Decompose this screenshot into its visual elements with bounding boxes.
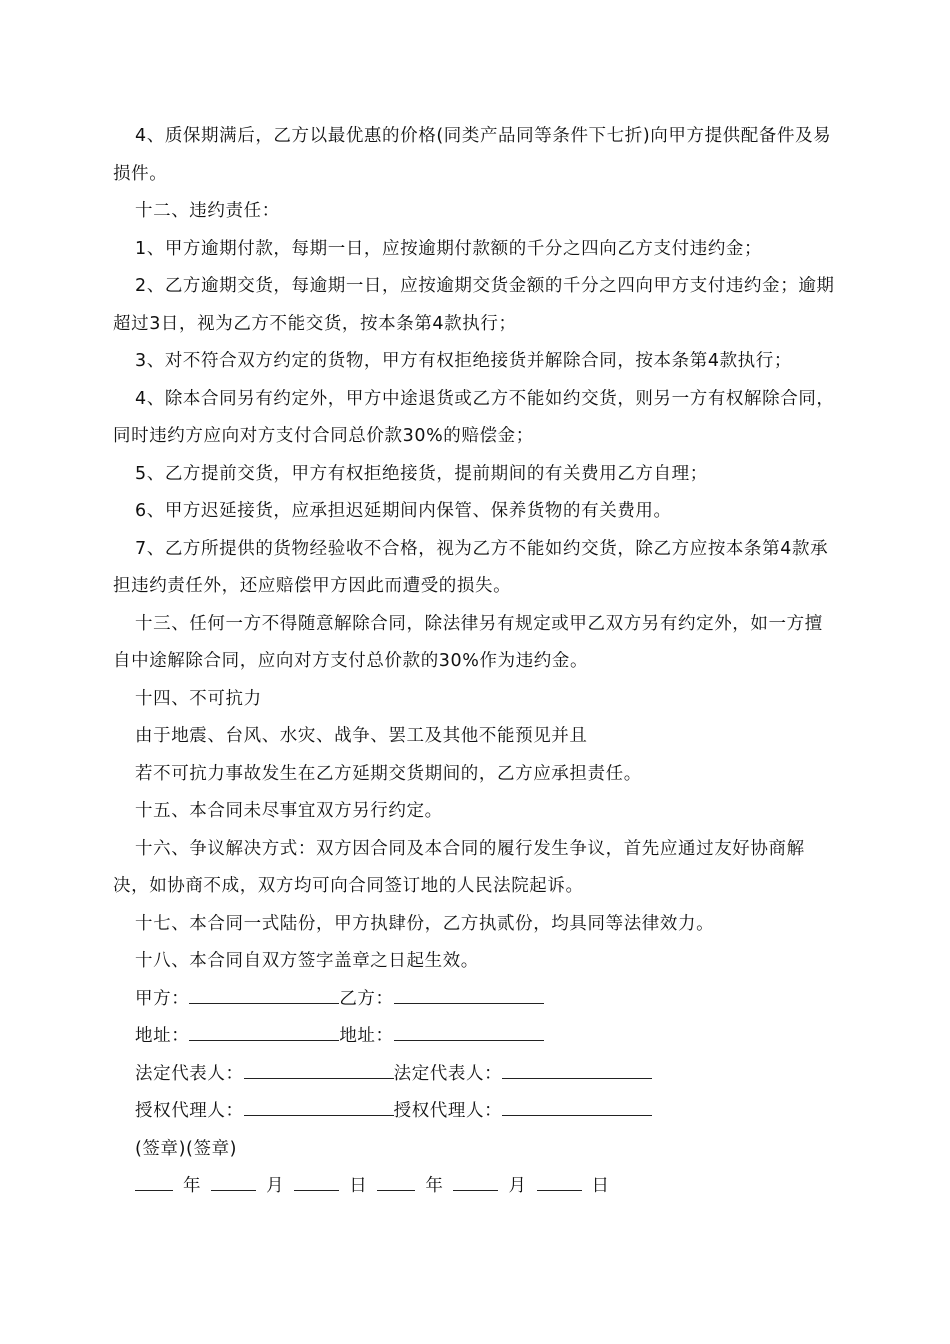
day-a-label: 日 <box>349 1176 368 1196</box>
clause-paragraph: 4、除本合同另有约定外，甲方中途退货或乙方不能如约交货，则另一方有权解除合同，同时违约方应向对方支付合同总价款30%的赔偿金； <box>113 388 835 446</box>
address-line <box>113 1018 837 1056</box>
contract-body <box>113 118 837 1206</box>
section-paragraph: 十六、争议解决方式：双方因合同及本合同的履行发生争议，首先应通过友好协商解决，如协商不成，双方均可向合同签订地的人民法院起诉。 <box>113 838 805 896</box>
legal-rep-b-blank[interactable] <box>502 1058 652 1079</box>
section-paragraph: 十七、本合同一式陆份，甲方执肆份，乙方执贰份，均具同等法律效力。 <box>135 913 715 934</box>
party-b-blank[interactable] <box>394 983 544 1004</box>
party-b-label: 乙方： <box>339 988 394 1009</box>
clause-paragraph: 4、质保期满后，乙方以最优惠的价格(同类产品同等条件下七折)向甲方提供配备件及易损件。 <box>113 126 832 184</box>
agent-a-blank[interactable] <box>244 1095 394 1116</box>
day-b-blank[interactable] <box>537 1170 582 1191</box>
legal-rep-a-label: 法定代表人： <box>135 1063 244 1084</box>
address-b-label: 地址： <box>339 1026 394 1046</box>
agent-line <box>113 1093 837 1131</box>
month-b-blank[interactable] <box>453 1170 498 1191</box>
date-line <box>113 1168 837 1206</box>
party-a-label: 甲方： <box>135 988 190 1009</box>
section-paragraph: 十五、本合同未尽事宜双方另行约定。 <box>135 801 443 821</box>
party-a-blank[interactable] <box>189 983 339 1004</box>
seal-text: (签章)(签章) <box>135 1138 238 1159</box>
clause-paragraph: 1、甲方逾期付款，每期一日，应按逾期付款额的千分之四向乙方支付违约金； <box>135 238 763 259</box>
legal-rep-line <box>113 1056 837 1094</box>
clause-paragraph: 6、甲方迟延接货，应承担迟延期间内保管、保养货物的有关费用。 <box>135 501 672 521</box>
legal-rep-b-label: 法定代表人： <box>393 1063 503 1084</box>
year-a-blank[interactable] <box>135 1170 173 1191</box>
clause-paragraph: 5、乙方提前交货，甲方有权拒绝接货，提前期间的有关费用乙方自理； <box>135 463 708 484</box>
section-heading: 十二、违约责任： <box>135 201 280 221</box>
section-paragraph: 十三、任何一方不得随意解除合同，除法律另有规定或甲乙双方另有约定外，如一方擅自中途解除合同，应向对方支付总价款的30%作为违约金。 <box>113 613 823 671</box>
address-b-blank[interactable] <box>394 1020 544 1041</box>
agent-b-label: 授权代理人： <box>393 1101 503 1121</box>
clause-paragraph: 若不可抗力事故发生在乙方延期交货期间的，乙方应承担责任。 <box>135 763 642 784</box>
year-b-label: 年 <box>425 1176 444 1196</box>
month-a-label: 月 <box>266 1176 285 1196</box>
party-line <box>113 981 837 1019</box>
address-a-label: 地址： <box>135 1026 190 1046</box>
seal-line <box>113 1131 837 1169</box>
address-a-blank[interactable] <box>189 1020 339 1041</box>
legal-rep-a-blank[interactable] <box>244 1058 394 1079</box>
clause-paragraph: 3、对不符合双方约定的货物，甲方有权拒绝接货并解除合同，按本条第4款执行； <box>135 351 792 371</box>
month-b-label: 月 <box>508 1176 527 1196</box>
section-heading: 十四、不可抗力 <box>135 688 262 709</box>
agent-a-label: 授权代理人： <box>135 1101 244 1121</box>
clause-paragraph: 2、乙方逾期交货，每逾期一日，应按逾期交货金额的千分之四向甲方支付违约金；逾期超过3日，视为乙方不能交货，按本条第4款执行； <box>113 276 835 334</box>
section-paragraph: 十八、本合同自双方签字盖章之日起生效。 <box>135 951 479 971</box>
clause-paragraph: 由于地震、台风、水灾、战争、罢工及其他不能预见并且 <box>135 726 588 746</box>
clause-paragraph: 7、乙方所提供的货物经验收不合格，视为乙方不能如约交货，除乙方应按本条第4款承担违约责任外，还应赔偿甲方因此而遭受的损失。 <box>113 538 829 596</box>
month-a-blank[interactable] <box>211 1170 256 1191</box>
year-a-label: 年 <box>183 1176 202 1196</box>
year-b-blank[interactable] <box>377 1170 415 1191</box>
day-b-label: 日 <box>591 1176 610 1196</box>
agent-b-blank[interactable] <box>502 1095 652 1116</box>
day-a-blank[interactable] <box>294 1170 339 1191</box>
